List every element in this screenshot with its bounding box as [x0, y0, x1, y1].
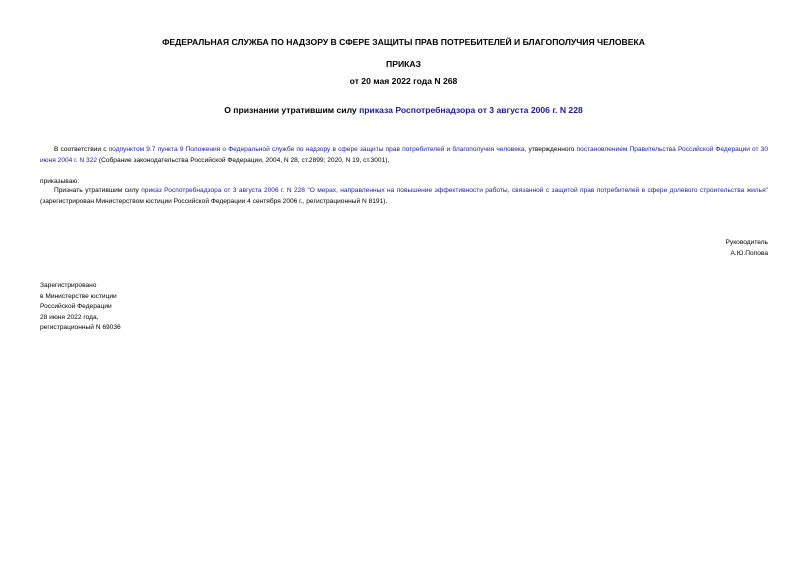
- paragraph-basis: [40, 145, 768, 166]
- signature-role: Руководитель: [725, 239, 768, 246]
- agency-name: ФЕДЕРАЛЬНАЯ СЛУЖБА ПО НАДЗОРУ В СФЕРЕ ЗАЩИТЫ ПРАВ ПОТРЕБИТЕЛЕЙ И БЛАГОПОЛУЧИЯ ЧЕЛОВЕКА: [162, 37, 645, 47]
- paragraph-order: [40, 186, 768, 207]
- registration-line: регистрационный N 69036: [40, 324, 121, 331]
- registration-block: [40, 281, 121, 334]
- paragraph-text: , утвержденного: [524, 146, 577, 153]
- document-type: ПРИКАЗ: [386, 59, 421, 69]
- government-decree-link[interactable]: постановлением Правительства Российской Федерации от 30 июня 2004 г. N 322: [40, 146, 769, 164]
- paragraph-order-word: приказываю:: [40, 178, 80, 185]
- paragraph-text: (Собрание законодательства Российской Федерации, 2004, N 28, ст.2899; 2020, N 19, ст.3001),: [97, 156, 390, 164]
- title-text: О признании утратившим силу: [224, 105, 360, 115]
- document-date: от 20 мая 2022 года N 268: [349, 76, 458, 86]
- document-title: [0, 105, 807, 115]
- paragraph-text: (зарегистрирован Министерством юстиции Российской Федерации 4 сентября 2006 г., регистрационный N 8191).: [40, 197, 388, 205]
- signature-block: [726, 238, 768, 259]
- regulation-link[interactable]: подпунктом 9.7 пункта 9 Положения о Федеральной службе по надзору в сфере защиты прав потребителей и благополучия человека: [108, 146, 525, 153]
- registration-line: 28 июня 2022 года,: [40, 313, 99, 321]
- registration-line: в Министерстве юстиции: [40, 292, 117, 300]
- title-link[interactable]: приказа Роспотребнадзора от 3 августа 2006 г. N 228: [359, 105, 583, 115]
- signature-name: А.Ю.Попова: [730, 249, 768, 257]
- registration-line: Зарегистрировано: [40, 282, 97, 289]
- paragraph-text: Признать утратившим силу: [54, 187, 142, 194]
- paragraph-text: В соответствии с: [54, 146, 109, 153]
- registration-line: Российской Федерации: [40, 303, 112, 310]
- repealed-order-link[interactable]: приказ Роспотребнадзора от 3 августа 2006 г. N 228 "О мерах, направленных на повышение эффективности работы, связанной с защитой прав потребителей в сфере долевого строительства жилья": [141, 187, 768, 194]
